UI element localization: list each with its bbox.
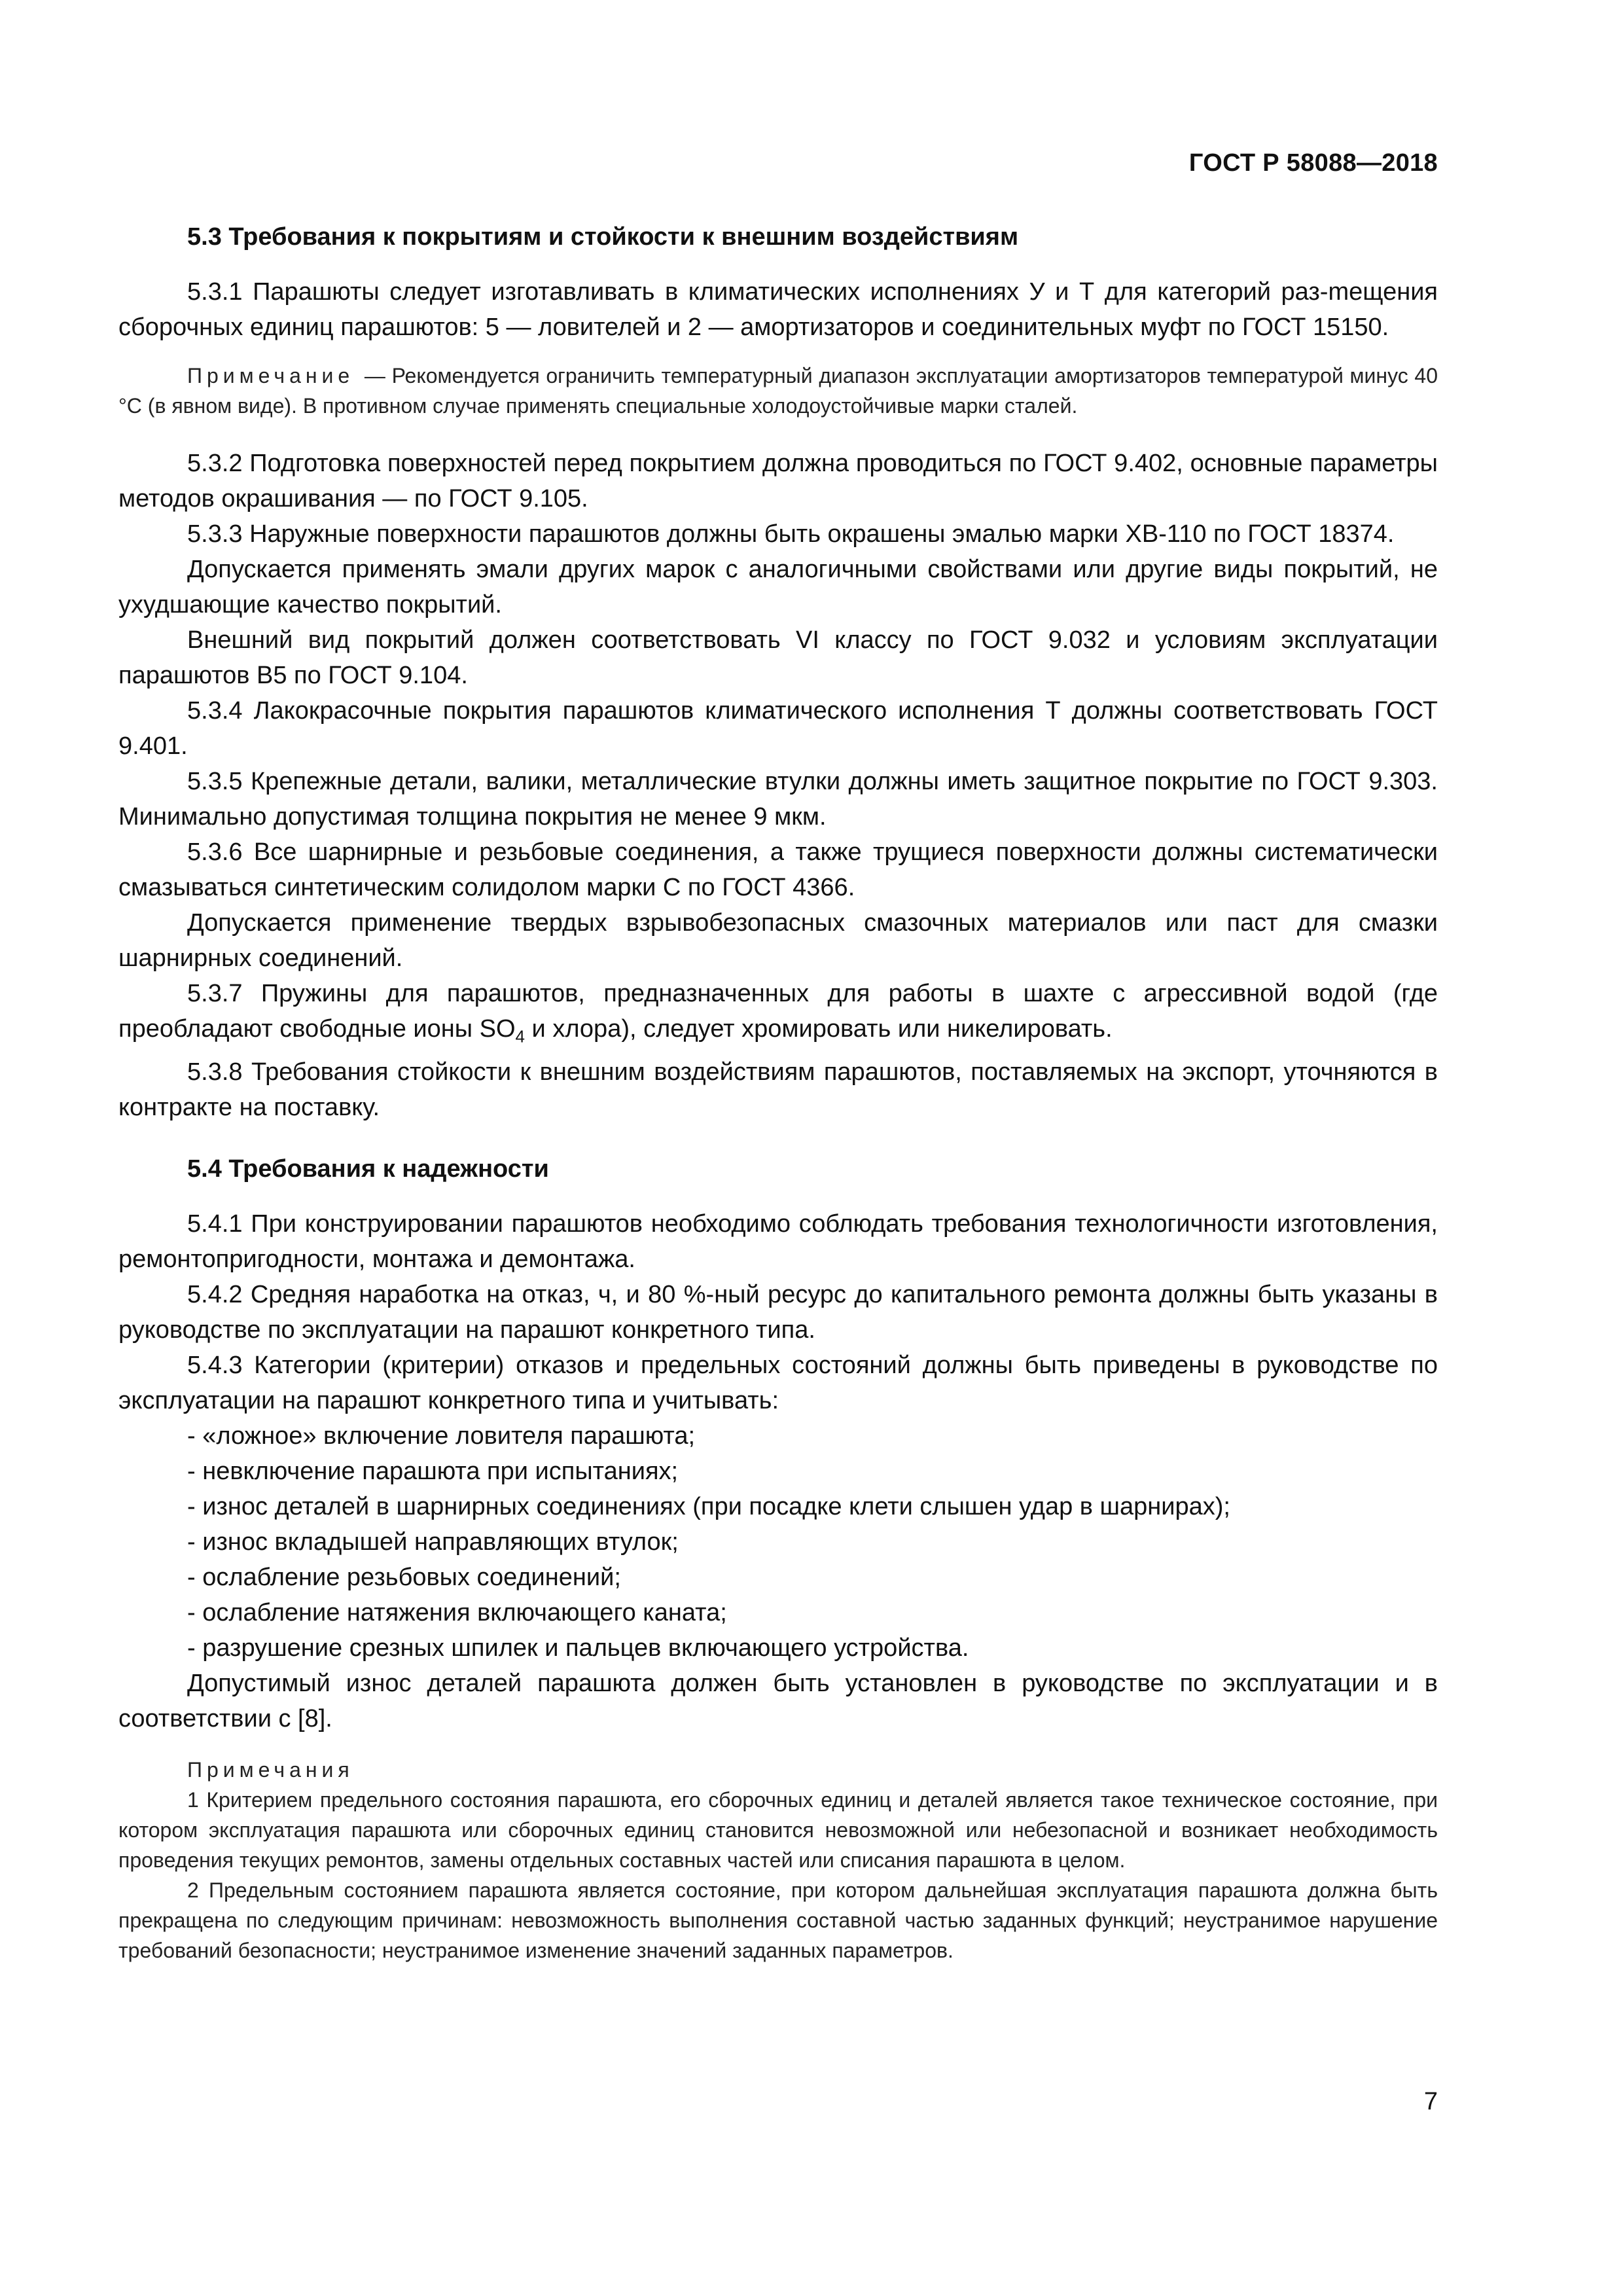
paragraph-5-3-5: 5.3.5 Крепежные детали, валики, металлические втулки должны иметь защитное покрытие по ГОСТ 9.303. Минимально допустимая толщина покрытия не менее 9 мкм. [118,768,1438,831]
notes-block [118,1755,1438,1965]
paragraph-5-4-3: 5.4.3 Категории (критерии) отказов и предельных состояний должны быть приведены в руководстве по эксплуатации на парашют конкретного типа и учитывать: [118,1351,1438,1414]
notes-title: Примечания [187,1757,354,1782]
paragraph-5-3-6: 5.3.6 Все шарнирные и резьбовые соединения, а также трущиеся поверхности должны систематически смазываться синтетическим солидолом марки С по ГОСТ 4366. [118,838,1438,901]
list-item: - ослабление резьбовых соединений; [187,1563,621,1591]
failure-criteria-list [118,1418,1438,1666]
note-text: — Рекомендуется ограничить температурный диапазон эксплуатации амортизаторов температурой минус 40 °С (в явном виде). В противном случае применять специальные холодоустойчивые марки сталей. [118,364,1438,418]
paragraph-5-3-3-b: Внешний вид покрытий должен соответствовать VI классу по ГОСТ 9.032 и условиям эксплуатации парашютов В5 по ГОСТ 9.104. [118,626,1438,689]
paragraph-5-4-2: 5.4.2 Средняя наработка на отказ, ч, и 80 %-ный ресурс до капитального ремонта должны быть указаны в руководстве по эксплуатации на парашют конкретного типа. [118,1280,1438,1344]
subscript-4: 4 [515,1026,525,1047]
paragraph-5-3-7 [118,976,1438,1054]
list-item: - износ деталей в шарнирных соединениях (при посадке клети слышен удар в шарнирах); [187,1492,1230,1520]
section-title-5-3: 5.3 Требования к покрытиям и стойкости к внешним воздействиям [187,223,1019,251]
paragraph-5-3-4: 5.3.4 Лакокрасочные покрытия парашютов климатического исполнения Т должны соответствовать ГОСТ 9.401. [118,697,1438,760]
paragraph-5-3-8: 5.3.8 Требования стойкости к внешним воздействиям парашютов, поставляемых на экспорт, уточняются в контракте на поставку. [118,1058,1438,1121]
list-item: - «ложное» включение ловителя парашюта; [187,1422,696,1450]
list-item: - износ вкладышей направляющих втулок; [187,1528,679,1556]
page-number: 7 [1423,2088,1438,2115]
paragraph-5-3-7-text: 5.3.7 Пружины для парашютов, предназначенных для работы в шахте с агрессивной водой (где преобладают свободные ионы SO [118,980,1438,1043]
section-title-5-4: 5.4 Требования к надежности [187,1155,549,1183]
paragraph-5-3-3-a: Допускается применять эмали других марок с аналогичными свойствами или другие виды покрытий, не ухудшающие качество покрытий. [118,556,1438,619]
paragraph-after-list: Допустимый износ деталей парашюта должен быть установлен в руководстве по эксплуатации и в соответствии с [8]. [118,1669,1438,1732]
paragraph-5-3-7-tail: и хлора), следует хромировать или никелировать. [524,1015,1113,1043]
document-id-header: ГОСТ Р 58088—2018 [1188,149,1438,177]
paragraph-5-4-1: 5.4.1 При конструировании парашютов необходимо соблюдать требования технологичности изготовления, ремонтопригодности, монтажа и демонтажа. [118,1210,1438,1273]
paragraph-5-3-1: 5.3.1 Парашюты следует изготавливать в климатических исполнениях У и Т для категорий раз-mещения сборочных единиц парашютов: 5 — ловителей и 2 — амортизаторов и соединительных муфт по ГОСТ 15150. [118,278,1438,341]
paragraph-5-3-6-a: Допускается применение твердых взрывобезопасных смазочных материалов или паст для смазки шарнирных соединений. [118,909,1438,972]
note [118,361,1438,421]
page-content [118,219,1438,1965]
list-item: - ослабление натяжения включающего каната; [187,1598,727,1626]
paragraph-5-3-3: 5.3.3 Наружные поверхности парашютов должны быть окрашены эмалью марки ХВ-110 по ГОСТ 18374. [187,520,1395,548]
list-item: - разрушение срезных шпилек и пальцев включающего устройства. [187,1634,969,1662]
note-heading: Примечание [187,364,355,387]
note-1: 1 Критерием предельного состояния парашюта, его сборочных единиц и деталей является такое техническое состояние, при котором эксплуатация парашюта или сборочных единиц становится невозможной или небезопасной и возникает необходимость проведения текущих ремонтов, замены отдельных составных частей или списания парашюта в целом. [118,1787,1438,1872]
note-2: 2 Предельным состоянием парашюта является состояние, при котором дальнейшая эксплуатация парашюта должна быть прекращена по следующим причинам: невозможность выполнения составной частью заданных функций; неустранимое нарушение требований безопасности; неустранимое изменение значений заданных параметров. [118,1878,1438,1962]
paragraph-5-3-2: 5.3.2 Подготовка поверхностей перед покрытием должна проводиться по ГОСТ 9.402, основные параметры методов окрашивания — по ГОСТ 9.105. [118,450,1438,512]
list-item: - невключение парашюта при испытаниях; [187,1457,679,1485]
